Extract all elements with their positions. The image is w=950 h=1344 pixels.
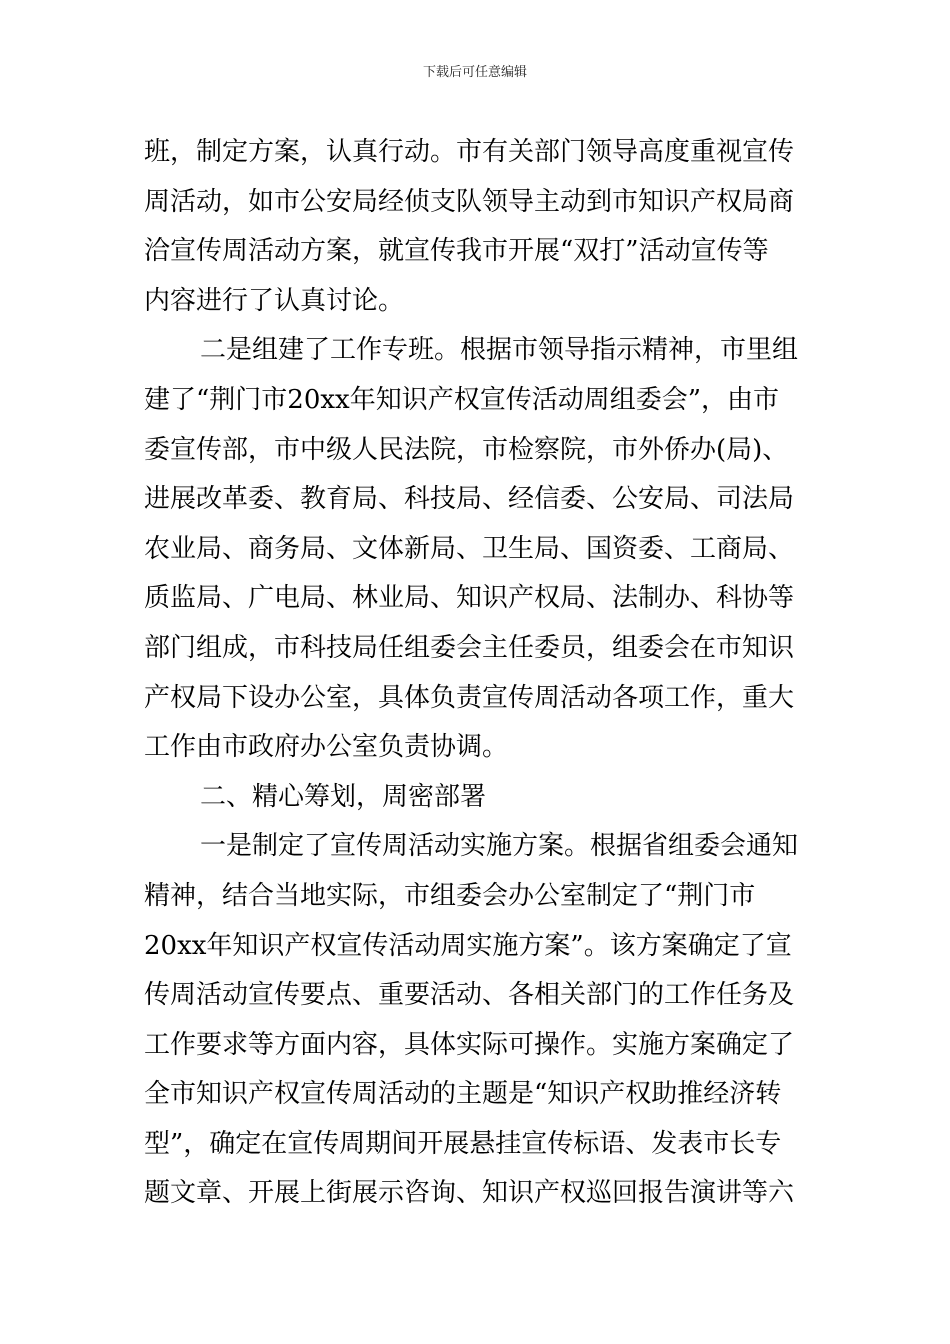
text-line: 委宣传部，市中级人民法院，市检察院，市外侨办(局)、 <box>144 434 789 465</box>
text-line: 型”，确定在宣传周期间开展悬挂宣传标语、发表市长专 <box>144 1128 782 1159</box>
text-line: 工作由市政府办公室负责协调。 <box>144 732 509 763</box>
text-line: 二、精心筹划，周密部署 <box>200 781 487 812</box>
text-line: 内容进行了认真讨论。 <box>144 285 405 316</box>
text-line: 一是制定了宣传周活动实施方案。根据省组委会通知 <box>200 831 799 862</box>
text-line: 精神，结合当地实际，市组委会办公室制定了“荆门市 <box>144 880 756 911</box>
page-header: 下载后可任意编辑 <box>422 65 527 80</box>
text-line: 洽宣传周活动方案，就宣传我市开展“双打”活动宣传等 <box>144 236 769 267</box>
text-line: 20xx年知识产权宣传活动周实施方案”。该方案确定了宣 <box>144 930 792 961</box>
text-line: 全市知识产权宣传周活动的主题是“知识产权助推经济转 <box>144 1079 782 1110</box>
document-body <box>144 128 810 1219</box>
text-line: 班，制定方案，认真行动。市有关部门领导高度重视宣传 <box>144 137 795 167</box>
text-line: 工作要求等方面内容，具体实际可操作。实施方案确定了 <box>144 1029 795 1060</box>
text-line: 周活动，如市公安局经侦支队领导主动到市知识产权局商 <box>144 186 795 217</box>
text-line: 题文章、开展上街展示咨询、知识产权巡回报告演讲等六 <box>144 1178 795 1209</box>
text-line: 进展改革委、教育局、科技局、经信委、公安局、司法局 <box>144 484 795 515</box>
text-line: 建了“荆门市20xx年知识产权宣传活动周组委会”，由市 <box>144 384 779 415</box>
text-line: 产权局下设办公室，具体负责宣传周活动各项工作，重大 <box>144 682 795 713</box>
text-line: 农业局、商务局、文体新局、卫生局、国资委、工商局、 <box>144 533 795 564</box>
text-line: 传周活动宣传要点、重要活动、各相关部门的工作任务及 <box>144 980 795 1011</box>
text-line: 质监局、广电局、林业局、知识产权局、法制办、科协等 <box>144 583 795 614</box>
text-line: 二是组建了工作专班。根据市领导指示精神，市里组 <box>200 335 799 366</box>
text-line: 部门组成，市科技局任组委会主任委员，组委会在市知识 <box>144 632 795 663</box>
